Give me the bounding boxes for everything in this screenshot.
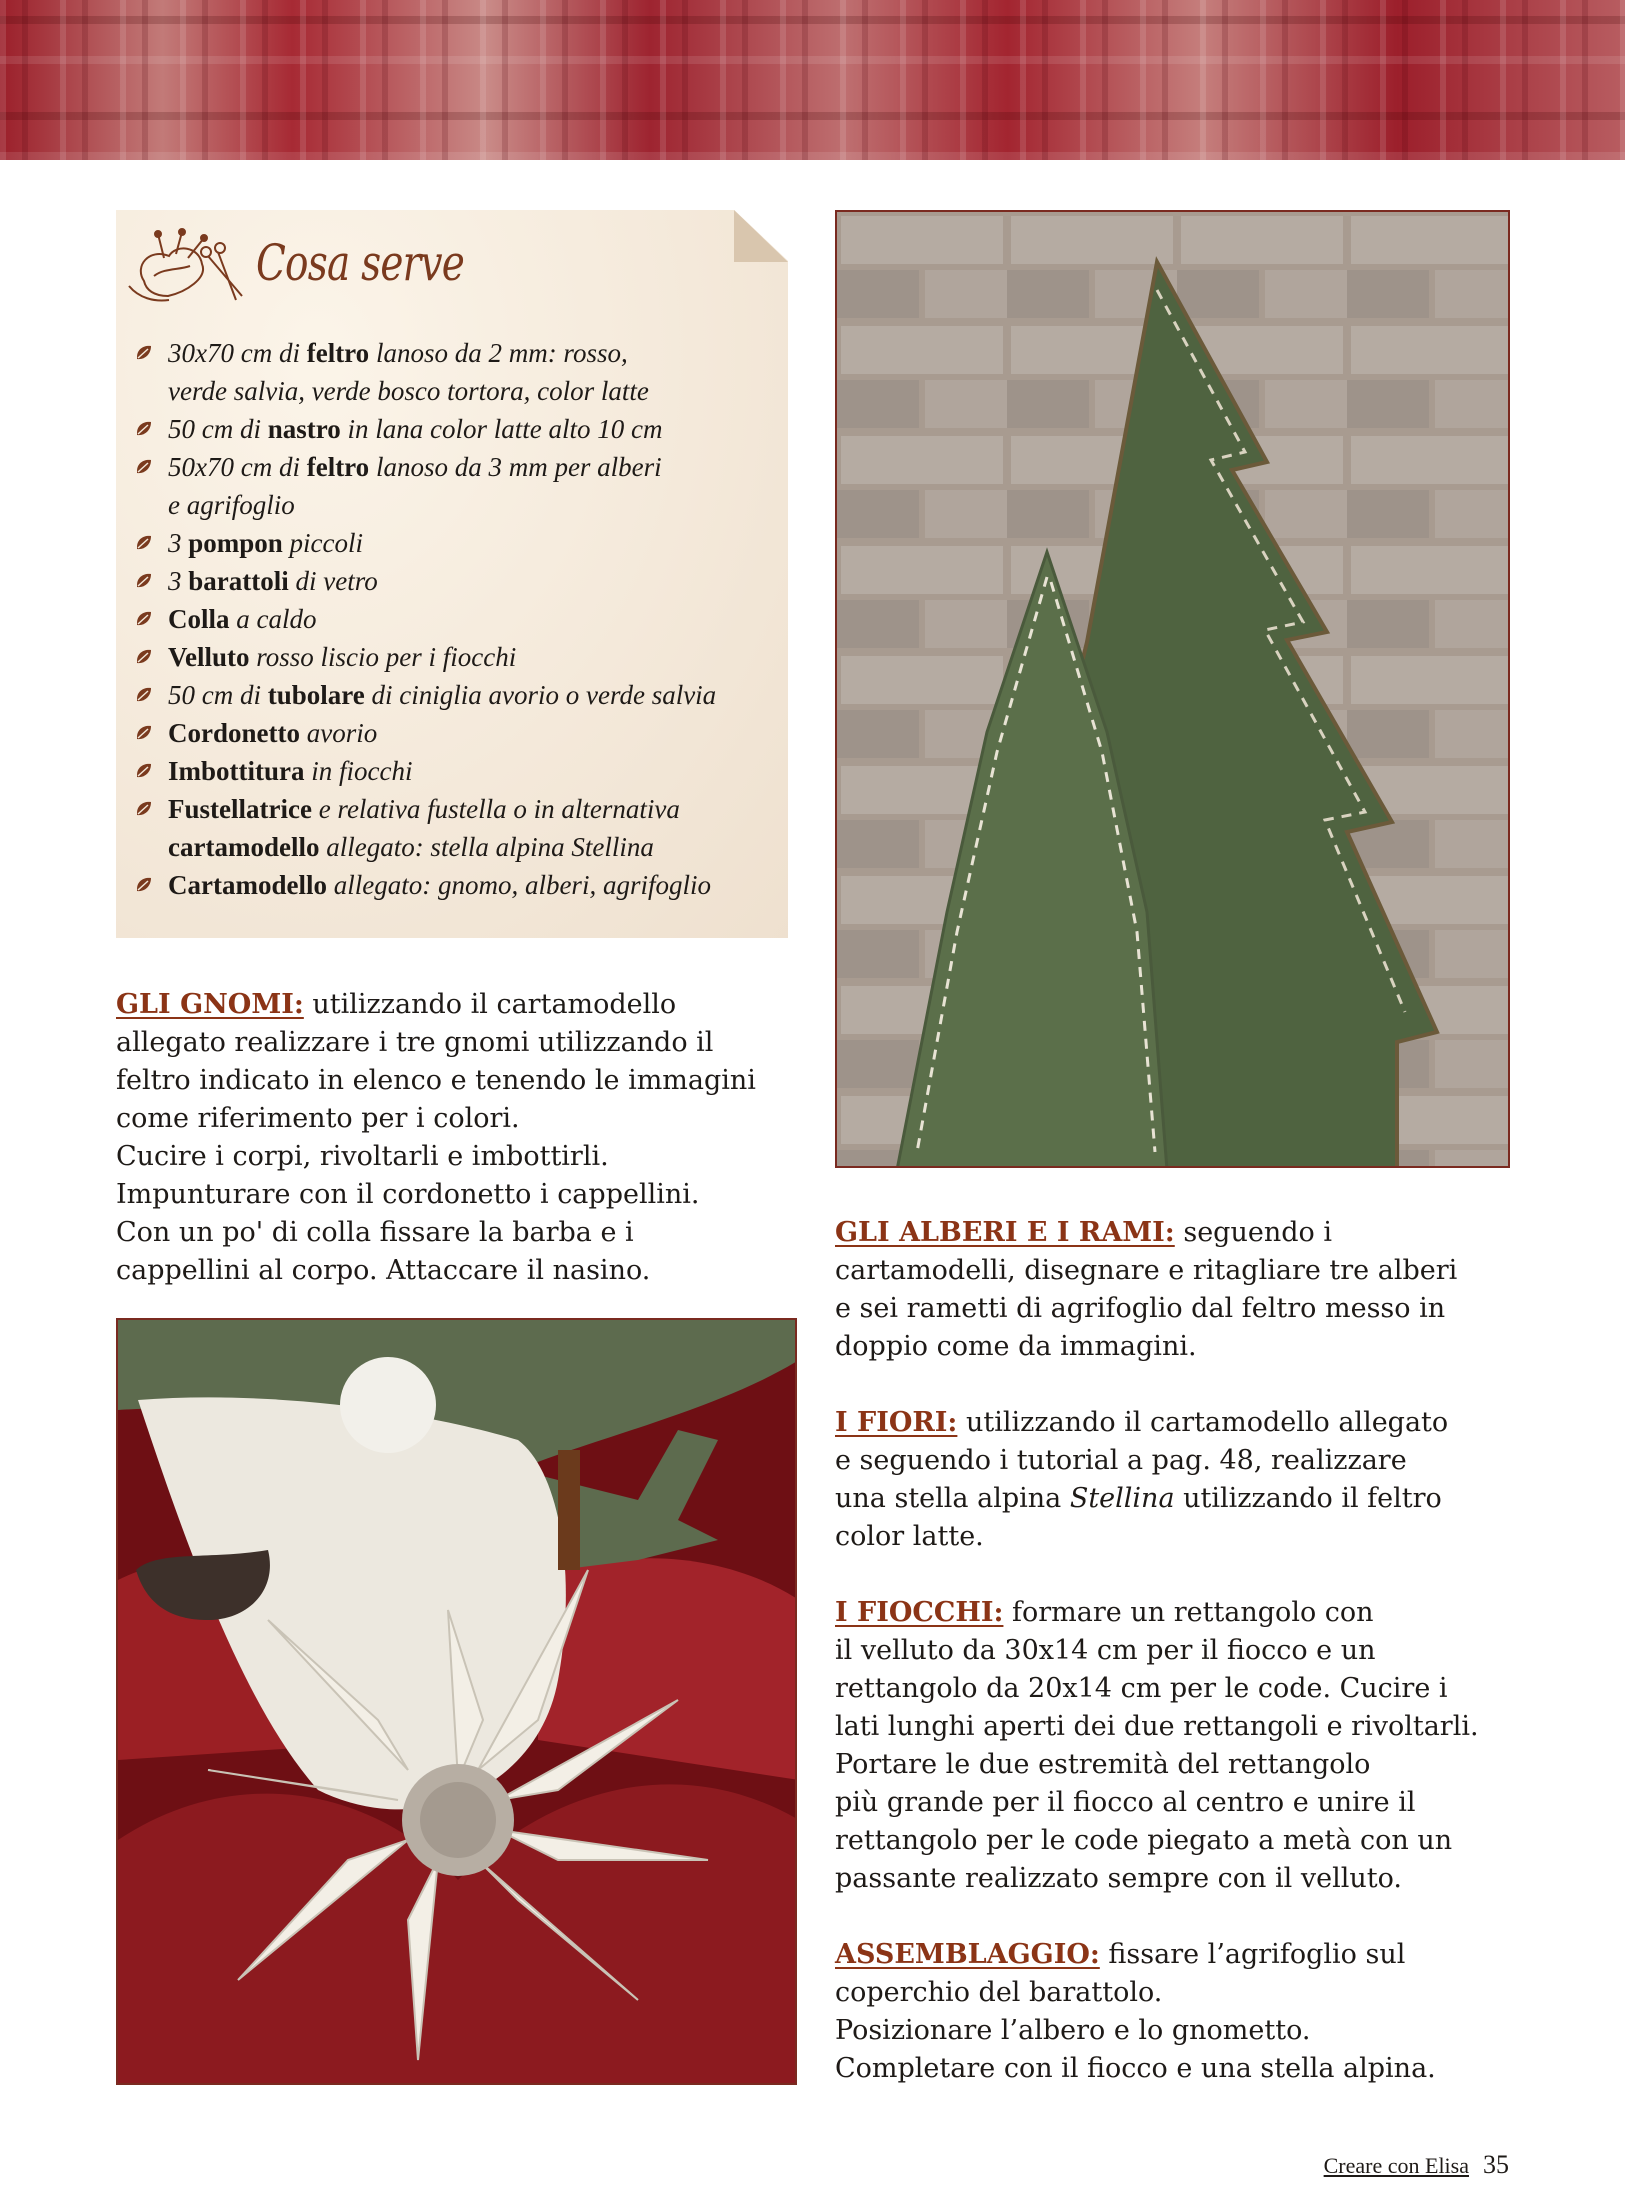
leaf-bullet-icon: [134, 419, 154, 439]
item-text: allegato: gnomo, alberi, agrifoglio: [326, 870, 711, 900]
list-item: [134, 600, 774, 638]
page-number: 35: [1483, 2150, 1509, 2179]
item-text: 3: [168, 566, 189, 596]
paragraph-line: rettangolo da 20x14 cm per le code. Cucire i: [835, 1673, 1448, 1704]
list-item: [134, 410, 774, 448]
page-footer: [1324, 2150, 1509, 2180]
section-fiocchi: [835, 1594, 1525, 1898]
leaf-bullet-icon: [134, 533, 154, 553]
list-item: [134, 334, 774, 410]
item-text: 50 cm di: [168, 414, 268, 444]
right-column-text: [835, 1214, 1525, 2088]
list-item: [134, 638, 774, 676]
item-text: di vetro: [288, 566, 378, 596]
leaf-bullet-icon: [134, 343, 154, 363]
paragraph-line: utilizzando il cartamodello allegato: [957, 1407, 1449, 1438]
item-bold: Cordonetto: [168, 718, 300, 748]
paragraph-line: allegato realizzare i tre gnomi utilizzando il: [116, 1027, 714, 1058]
list-item: [134, 562, 774, 600]
item-bold: cartamodello: [168, 832, 320, 862]
paragraph-line: coperchio del barattolo.: [835, 1977, 1163, 2008]
item-text: 30x70 cm di: [168, 338, 307, 368]
item-text: rosso liscio per i fiocchi: [249, 642, 517, 672]
item-bold: tubolare: [267, 680, 365, 710]
leaf-bullet-icon: [134, 723, 154, 743]
item-text: avorio: [299, 718, 378, 748]
paragraph-line: e seguendo i tutorial a pag. 48, realizzare: [835, 1445, 1407, 1476]
leaf-bullet-icon: [134, 647, 154, 667]
list-item: [134, 790, 774, 866]
paragraph-line: Posizionare l’albero e lo gnometto.: [835, 2015, 1311, 2046]
item-bold: Fustellatrice: [168, 794, 312, 824]
paragraph-line: utilizzando il feltro: [1174, 1483, 1442, 1514]
item-bold: Cartamodello: [168, 870, 327, 900]
item-text: lanoso da 3 mm per alberi: [369, 452, 662, 482]
plaid-fabric-banner: [0, 0, 1625, 160]
leaf-bullet-icon: [134, 799, 154, 819]
paragraph-line: e sei rametti di agrifoglio dal feltro messo in: [835, 1293, 1446, 1324]
section-heading: ASSEMBLAGGIO:: [835, 1939, 1100, 1970]
paragraph-line: fissare l’agrifoglio sul: [1099, 1939, 1406, 1970]
paragraph-line: come riferimento per i colori.: [116, 1103, 520, 1134]
item-bold: nastro: [267, 414, 341, 444]
paragraph-line: feltro indicato in elenco e tenendo le immagini: [116, 1065, 756, 1096]
list-item: [134, 752, 774, 790]
section-heading: GLI GNOMI:: [116, 989, 304, 1020]
gnome-edelweiss-illustration: [118, 1320, 797, 2085]
spacer: [835, 1898, 1525, 1936]
leaf-bullet-icon: [134, 875, 154, 895]
list-item: [134, 524, 774, 562]
section-alberi: [835, 1214, 1525, 1366]
emphasis-text: Stellina: [1069, 1483, 1175, 1514]
paragraph-line: il velluto da 30x14 cm per il fiocco e un: [835, 1635, 1376, 1666]
paragraph-line: cappellini al corpo. Attaccare il nasino.: [116, 1255, 651, 1286]
item-text: lanoso da 2 mm: rosso,: [369, 338, 628, 368]
item-bold: feltro: [306, 338, 370, 368]
item-text: verde salvia, verde bosco tortora, color latte: [168, 376, 649, 406]
section-fiori: [835, 1404, 1525, 1556]
paragraph-line: utilizzando il cartamodello: [303, 989, 677, 1020]
leaf-bullet-icon: [134, 609, 154, 629]
item-bold: Colla: [168, 604, 230, 634]
item-text: e relativa fustella o in alternativa: [311, 794, 680, 824]
paragraph-line: Portare le due estremità del rettangolo: [835, 1749, 1371, 1780]
leaf-bullet-icon: [134, 761, 154, 781]
item-bold: pompon: [188, 528, 283, 558]
paragraph-line: Con un po' di colla fissare la barba e i: [116, 1217, 634, 1248]
item-text: in lana color latte alto 10 cm: [340, 414, 663, 444]
item-text: piccoli: [282, 528, 364, 558]
sewing-tools-icon: [124, 226, 254, 306]
item-text: e agrifoglio: [168, 490, 295, 520]
felt-trees-illustration: [837, 212, 1510, 1168]
item-bold: feltro: [306, 452, 370, 482]
paragraph-line: lati lunghi aperti dei due rettangoli e rivoltarli.: [835, 1711, 1479, 1742]
item-text: allegato: stella alpina Stellina: [319, 832, 654, 862]
section-heading: I FIOCCHI:: [835, 1597, 1004, 1628]
paragraph-line: passante realizzato sempre con il velluto.: [835, 1863, 1402, 1894]
materials-list: [134, 334, 774, 904]
list-item: [134, 866, 774, 904]
item-bold: Velluto: [168, 642, 250, 672]
item-bold: Imbottitura: [168, 756, 305, 786]
item-text: in fiocchi: [304, 756, 413, 786]
materials-title: Cosa serve: [256, 234, 465, 292]
magazine-name: Creare con Elisa: [1323, 2153, 1469, 2178]
paragraph-line: Completare con il fiocco e una stella alpina.: [835, 2053, 1436, 2084]
item-text: di ciniglia avorio o verde salvia: [364, 680, 717, 710]
item-text: 3: [168, 528, 189, 558]
item-text: a caldo: [229, 604, 317, 634]
paragraph-line: color latte.: [835, 1521, 984, 1552]
gnome-edelweiss-photo: [116, 1318, 797, 2085]
paragraph-line: seguendo i: [1174, 1217, 1332, 1248]
section-assemblaggio: [835, 1936, 1525, 2088]
item-text: 50 cm di: [168, 680, 268, 710]
section-gnomi: [116, 986, 796, 1290]
leaf-bullet-icon: [134, 457, 154, 477]
leaf-bullet-icon: [134, 685, 154, 705]
paragraph-line: doppio come da immagini.: [835, 1331, 1197, 1362]
felt-trees-photo: [835, 210, 1510, 1168]
item-text: 50x70 cm di: [168, 452, 307, 482]
paragraph-line: una stella alpina: [835, 1483, 1070, 1514]
section-heading: GLI ALBERI E I RAMI:: [835, 1217, 1175, 1248]
section-heading: I FIORI:: [835, 1407, 958, 1438]
paragraph-line: formare un rettangolo con: [1003, 1597, 1374, 1628]
paragraph-line: rettangolo per le code piegato a metà con un: [835, 1825, 1453, 1856]
paragraph-line: Cucire i corpi, rivoltarli e imbottirli.: [116, 1141, 609, 1172]
list-item: [134, 714, 774, 752]
paragraph-line: più grande per il fiocco al centro e unire il: [835, 1787, 1416, 1818]
list-item: [134, 676, 774, 714]
list-item: [134, 448, 774, 524]
item-bold: barattoli: [188, 566, 289, 596]
spacer: [835, 1366, 1525, 1404]
paragraph-line: Impunturare con il cordonetto i cappellini.: [116, 1179, 700, 1210]
paragraph-line: cartamodelli, disegnare e ritagliare tre alberi: [835, 1255, 1458, 1286]
leaf-bullet-icon: [134, 571, 154, 591]
spacer: [835, 1556, 1525, 1594]
